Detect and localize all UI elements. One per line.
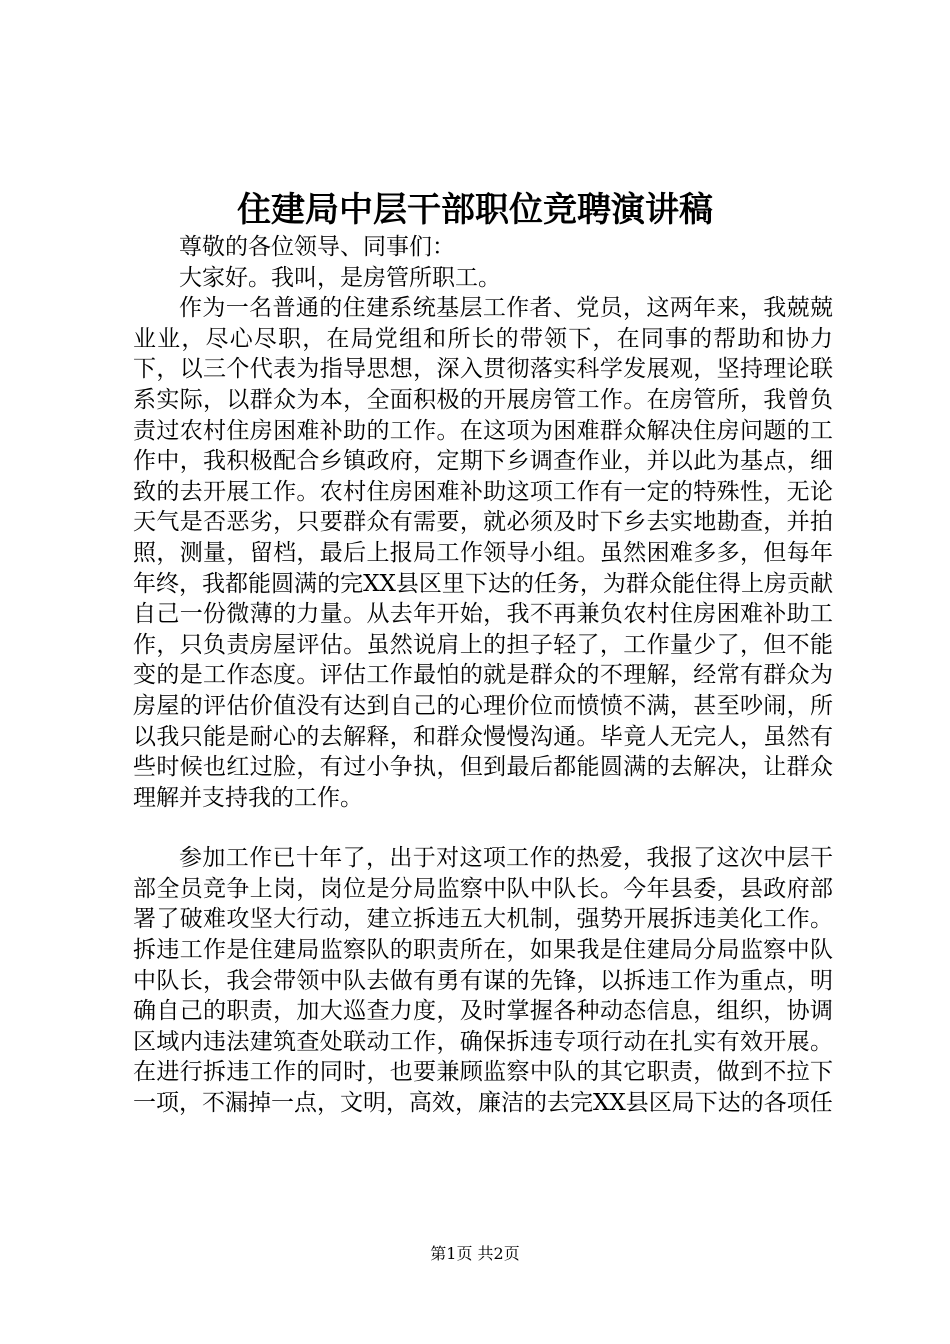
page-footer: 第1页 共2页 (430, 1244, 520, 1263)
paragraph-position-plan: 参加工作已十年了，出于对这项工作的热爱，我报了这次中层干部全员竞争上岗，岗位是分局监察中队中队长。今年县委，县政府部署了破难攻坚大行动，建立拆违五大机制，强势开展拆违美化工作。拆违工作是住建局监察队的职责所在，如果我是住建局分局监察中队中队长，我会带领中队去做有勇有谋的先锋，以拆违工作为重点，明确自己的职责，加大巡查力度，及时掌握各种动态信息，组织，协调区域内违法建筑查处联动工作，确保拆违专项行动在扎实有效开展。在进行拆违工作的同时，也要兼顾监察中队的其它职责，做到不拉下一项，不漏掉一点，文明，高效，廉洁的去完XX县区局下达的各项任 (133, 845, 833, 1117)
paragraph-work-experience: 作为一名普通的住建系统基层工作者、党员，这两年来，我兢兢业业，尽心尽职，在局党组和所长的带领下，在同事的帮助和协力下，以三个代表为指导思想，深入贯彻落实科学发展观，坚持理论联系实际，以群众为本，全面积极的开展房管工作。在房管所，我曾负责过农村住房困难补助的工作。在这项为困难群众解决住房问题的工作中，我积极配合乡镇政府，定期下乡调查作业，并以此为基点，细致的去开展工作。农村住房困难补助这项工作有一定的特殊性，无论天气是否恶劣，只要群众有需要，就必须及时下乡去实地勘查，并拍照，测量，留档，最后上报局工作领导小组。虽然困难多多，但每年年终，我都能圆满的完XX县区里下达的任务，为群众能住得上房贡献自己一份微薄的力量。从去年开始，我不再兼负农村住房困难补助工作，只负责房屋评估。虽然说肩上的担子轻了，工作量少了，但不能变的是工作态度。评估工作最怕的就是群众的不理解，经常有群众为房屋的评估价值没有达到自己的心理价位而愤愤不满，甚至吵闹，所以我只能是耐心的去解释，和群众慢慢沟通。毕竟人无完人，虽然有些时候也红过脸，有过小争执，但到最后都能圆满的去解决，让群众理解并支持我的工作。 (133, 295, 833, 811)
greeting: 大家好。我叫，是房管所职工。 (179, 264, 501, 291)
salutation: 尊敬的各位领导、同事们： (179, 234, 455, 260)
document-title: 住建局中层干部职位竞聘演讲稿 (237, 190, 713, 230)
document-body (133, 232, 833, 1119)
